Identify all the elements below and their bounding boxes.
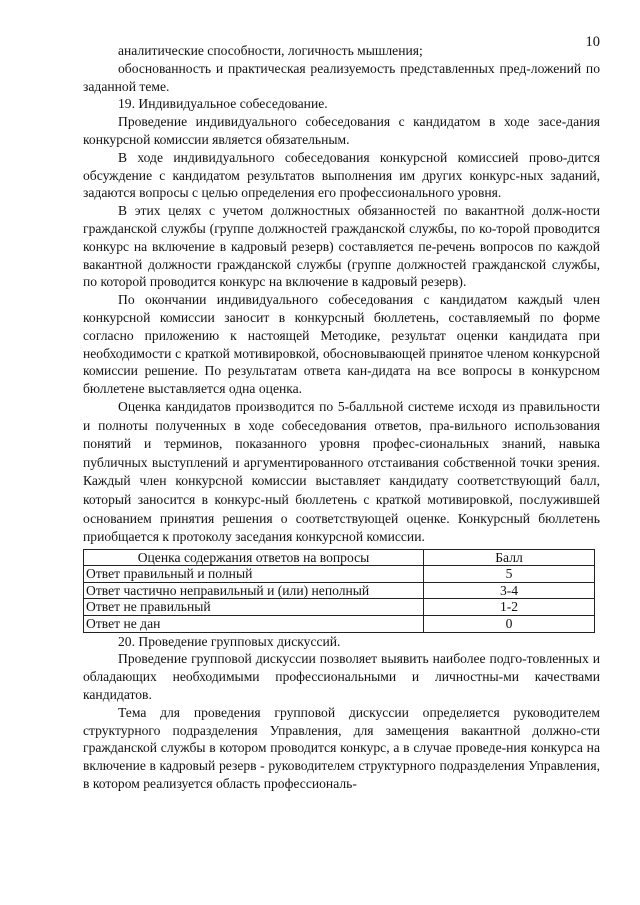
paragraph-ballot: По окончании индивидуального собеседования с кандидатом каждый член конкурсной комиссии заносит в конкурсный бюллетень, составляемый по форме согласно приложению к настоящей Методике, результат оценки кандидата при необходимости с краткой мотивировкой, обосновывающей принятое членом конкурсной комиссии решение. По результатам ответа кан-дидата на все вопросы в конкурсном бюллетене выставляется одна оценка. (83, 292, 600, 397)
paragraph-question-list: В этих целях с учетом должностных обязанностей по вакантной долж-ности гражданской службы (группе должностей гражданской службы, по ко-торой проводится конкурс на включение в кадровый резерв) составляется пе-речень вопросов по каждой вакантной должности гражданской службы (группе должностей гражданской службы, по которой проводится конкурс на включение в кадровый резерв). (83, 203, 600, 290)
section-heading-19: 19. Индивидуальное собеседование. (118, 96, 328, 112)
document-body (83, 42, 600, 793)
answer-cell: Ответ частично неправильный и (или) неполный (84, 582, 424, 599)
paragraph-analytical: аналитические способности, логичность мышления; (118, 43, 423, 58)
table-row (84, 616, 595, 633)
answer-cell: Ответ не правильный (84, 599, 424, 616)
paragraph-interview-mandatory: Проведение индивидуального собеседования с кандидатом в ходе засе-дания конкурсной комиссии является обязательным. (83, 114, 600, 147)
answer-cell: Ответ не дан (84, 616, 424, 633)
table-row (84, 582, 595, 599)
score-cell: 1-2 (424, 599, 595, 616)
header-score: Балл (424, 549, 595, 566)
paragraph-feasibility: обоснованность и практическая реализуемость представленных пред-ложений по заданной теме. (83, 60, 600, 94)
header-answer-assessment: Оценка содержания ответов на вопросы (84, 549, 424, 566)
score-cell: 0 (424, 616, 595, 633)
answer-cell: Ответ правильный и полный (84, 566, 424, 583)
score-cell: 3-4 (424, 582, 595, 599)
paragraph-scoring: Оценка кандидатов производится по 5-балльной системе исходя из правильности и полноты полученных в ходе собеседования ответов, пра-вильного использования понятий и терминов, показанного уровня профес-сиональных знаний, навыка публичных выступлений и аргументированного отстаивания собственной точки зрения. Каждый член конкурсной комиссии выставляет кандидату соответствующий балл, который заносится в конкурс-ный бюллетень с краткой мотивировкой, послужившей основанием принятия решения о соответствующей оценке. Конкурсный бюллетень приобщается к протоколу заседания конкурсной комиссии. (83, 398, 600, 545)
paragraph-discussion-topic: Тема для проведения групповой дискуссии определяется руководителем структурного подразделения Управления, для замещения вакантной должно-сти гражданской службы в котором проводится конкурс, а в случае проведе-ния конкурса на включение в кадровый резерв - руководителем структурного подразделения Управления, в котором реализуется область профессиональ- (83, 704, 600, 792)
score-cell: 5 (424, 566, 595, 583)
paragraph-group-discussion: Проведение групповой дискуссии позволяет выявить наиболее подго-товленных и обладающих необходимыми профессиональными и личностны-ми качествами кандидатов. (83, 651, 600, 703)
table-row (84, 566, 595, 583)
table-row (84, 599, 595, 616)
paragraph-interview-discussion: В ходе индивидуального собеседования конкурсной комиссией прово-дится обсуждение с кандидатом результатов выполнения им других конкурс-ных заданий, задаются вопросы с целью определения его профессионального уровня. (83, 149, 600, 201)
score-table-header (84, 549, 595, 566)
score-table (83, 549, 595, 633)
section-heading-20: 20. Проведение групповых дискуссий. (118, 633, 341, 649)
page-number: 10 (585, 34, 600, 50)
